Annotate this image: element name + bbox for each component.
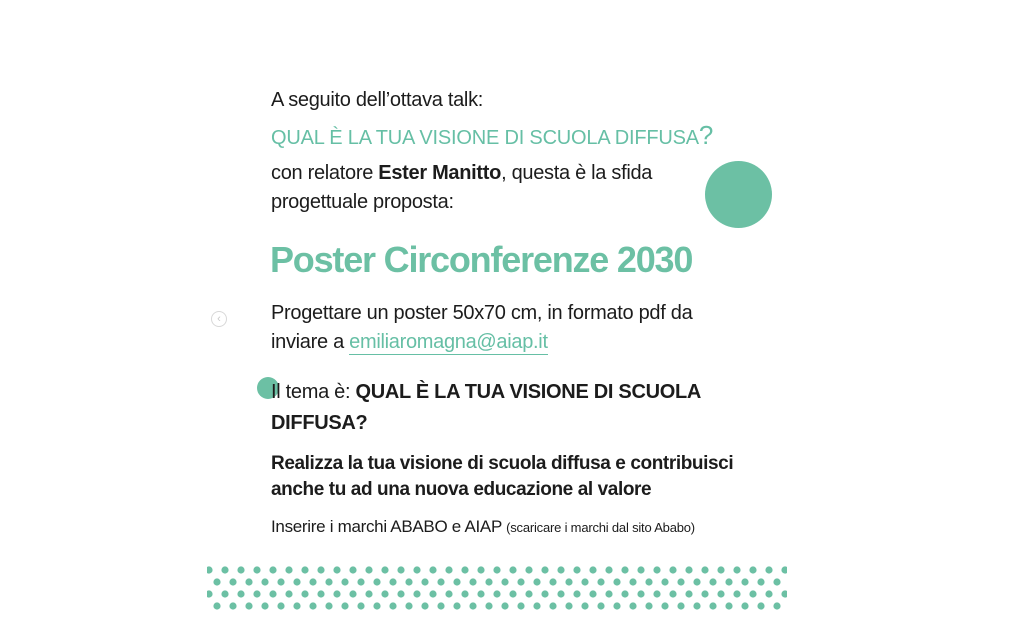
pattern-dot <box>613 602 620 609</box>
pattern-dot <box>717 566 724 573</box>
pattern-dot <box>277 578 284 585</box>
pattern-dot <box>509 590 516 597</box>
pattern-dot <box>765 566 772 573</box>
intro-text: A seguito dell’ottava talk: <box>271 89 484 111</box>
pattern-dot <box>653 590 660 597</box>
pattern-dot <box>653 566 660 573</box>
pattern-dot <box>701 566 708 573</box>
pattern-dot <box>645 602 652 609</box>
pattern-dot <box>589 590 596 597</box>
pattern-dot <box>373 602 380 609</box>
call-to-action: Realizza la tua visione di scuola diffusa e contribuisci anche tu ad una nuova educazione al valore <box>271 453 734 500</box>
question-text: QUAL È LA TUA VISIONE DI SCUOLA DIFFUSA <box>271 127 699 149</box>
pattern-dot <box>285 590 292 597</box>
pattern-dot <box>317 590 324 597</box>
pattern-dot <box>693 578 700 585</box>
pattern-dot <box>461 590 468 597</box>
pattern-dot <box>621 566 628 573</box>
pattern-dot <box>461 566 468 573</box>
pattern-dot <box>589 566 596 573</box>
pattern-dot <box>765 590 772 597</box>
pattern-dot <box>309 578 316 585</box>
pattern-dot <box>741 578 748 585</box>
pattern-dot <box>773 578 780 585</box>
pattern-dot <box>269 590 276 597</box>
pattern-dot <box>237 590 244 597</box>
pattern-dot <box>341 578 348 585</box>
pattern-dot <box>207 590 213 597</box>
pattern-dot <box>757 578 764 585</box>
pattern-dot <box>661 578 668 585</box>
task-text: Progettare un poster 50x70 cm, in formato pdf da inviare a <box>271 302 693 353</box>
pattern-dot <box>781 566 787 573</box>
pattern-dot <box>517 578 524 585</box>
pattern-dot <box>373 578 380 585</box>
pattern-dot <box>229 602 236 609</box>
pattern-dot <box>325 578 332 585</box>
pattern-dot <box>301 566 308 573</box>
pattern-dot <box>437 602 444 609</box>
pattern-dot <box>685 590 692 597</box>
pattern-dot <box>781 590 787 597</box>
pattern-dot <box>413 590 420 597</box>
poster-title: Poster Circonferenze 2030 <box>270 239 693 280</box>
chevron-left-icon[interactable]: ‹ <box>211 311 227 327</box>
pattern-dot <box>213 602 220 609</box>
pattern-dot <box>277 602 284 609</box>
question-mark: ? <box>698 120 714 150</box>
pattern-dot <box>485 602 492 609</box>
pattern-dot <box>669 566 676 573</box>
pattern-dot <box>557 590 564 597</box>
pattern-dot <box>685 566 692 573</box>
pattern-dot <box>429 566 436 573</box>
dot-pattern <box>207 566 787 610</box>
pattern-dot <box>605 566 612 573</box>
pattern-dot <box>557 566 564 573</box>
pattern-dot <box>349 590 356 597</box>
pattern-dot <box>381 590 388 597</box>
pattern-dot <box>309 602 316 609</box>
pattern-dot <box>453 602 460 609</box>
pattern-dot <box>733 590 740 597</box>
pattern-dot <box>709 578 716 585</box>
pattern-dot <box>645 578 652 585</box>
task-description <box>271 299 711 357</box>
marks-text: Inserire i marchi ABABO e AIAP <box>271 517 507 536</box>
pattern-dot <box>445 566 452 573</box>
pattern-dot <box>221 590 228 597</box>
pattern-dot <box>725 578 732 585</box>
pattern-dot <box>581 578 588 585</box>
pattern-dot <box>349 566 356 573</box>
pattern-dot <box>525 566 532 573</box>
pattern-dot <box>637 566 644 573</box>
pattern-dot <box>293 602 300 609</box>
pattern-dot <box>637 590 644 597</box>
pattern-dot <box>389 602 396 609</box>
pattern-dot <box>245 578 252 585</box>
pattern-dot <box>701 590 708 597</box>
pattern-dot <box>525 590 532 597</box>
pattern-dot <box>405 578 412 585</box>
pattern-dot <box>253 566 260 573</box>
pattern-dot <box>549 602 556 609</box>
pattern-dot <box>207 566 213 573</box>
pattern-dot <box>533 578 540 585</box>
pattern-dot <box>573 590 580 597</box>
pattern-dot <box>541 590 548 597</box>
pattern-dot <box>469 578 476 585</box>
pattern-dot <box>549 578 556 585</box>
theme-text <box>271 377 721 439</box>
pattern-dot <box>501 578 508 585</box>
pattern-dot <box>517 602 524 609</box>
pattern-dot <box>629 602 636 609</box>
pattern-dot <box>661 602 668 609</box>
question-heading <box>271 120 713 153</box>
marks-note: (scaricare i marchi dal sito Ababo) <box>506 520 695 535</box>
pattern-dot <box>757 602 764 609</box>
pattern-dot <box>301 590 308 597</box>
theme-value: QUAL È LA TUA VISIONE DI SCUOLA DIFFUSA? <box>271 381 701 434</box>
pattern-dot <box>413 566 420 573</box>
pattern-dot <box>573 566 580 573</box>
speaker-name: Ester Manitto <box>378 162 502 184</box>
pattern-dot <box>453 578 460 585</box>
marks-instruction <box>271 515 695 540</box>
pattern-dot <box>245 602 252 609</box>
pattern-dot <box>221 566 228 573</box>
pattern-dot <box>541 566 548 573</box>
pattern-dot <box>597 602 604 609</box>
theme-label: Il tema è: <box>271 381 356 403</box>
pattern-dot <box>749 566 756 573</box>
email-link[interactable]: emiliaromagna@aiap.it <box>349 331 548 353</box>
pattern-dot <box>717 590 724 597</box>
pattern-dot <box>565 602 572 609</box>
pattern-dot <box>725 602 732 609</box>
pattern-dot <box>501 602 508 609</box>
pattern-dot <box>469 602 476 609</box>
speaker-suffix: , questa è la sfida progettuale proposta: <box>271 162 653 213</box>
pattern-dot <box>493 566 500 573</box>
pattern-dot <box>421 578 428 585</box>
pattern-dot <box>493 590 500 597</box>
pattern-dot <box>357 578 364 585</box>
pattern-dot <box>285 566 292 573</box>
pattern-dot <box>253 590 260 597</box>
pattern-dot <box>669 590 676 597</box>
pattern-dot <box>677 602 684 609</box>
pattern-dot <box>357 602 364 609</box>
pattern-dot <box>365 566 372 573</box>
pattern-dot <box>213 578 220 585</box>
pattern-dot <box>397 590 404 597</box>
pattern-dot <box>365 590 372 597</box>
pattern-dot <box>333 566 340 573</box>
pattern-dot <box>429 590 436 597</box>
pattern-dot <box>333 590 340 597</box>
pattern-dot <box>477 590 484 597</box>
pattern-dot <box>269 566 276 573</box>
pattern-dot <box>741 602 748 609</box>
pattern-dot <box>477 566 484 573</box>
pattern-dot <box>293 578 300 585</box>
pattern-dot <box>749 590 756 597</box>
pattern-dot <box>597 578 604 585</box>
pattern-dot <box>261 578 268 585</box>
pattern-dot <box>421 602 428 609</box>
pattern-dot <box>405 602 412 609</box>
speaker-text <box>271 159 701 217</box>
pattern-dot <box>381 566 388 573</box>
pattern-dot <box>229 578 236 585</box>
pattern-dot <box>317 566 324 573</box>
pattern-dot <box>693 602 700 609</box>
pattern-dot <box>325 602 332 609</box>
pattern-dot <box>621 590 628 597</box>
pattern-dot <box>485 578 492 585</box>
pattern-dot <box>773 602 780 609</box>
pattern-dot <box>445 590 452 597</box>
pattern-dot <box>629 578 636 585</box>
decorative-circle-large <box>705 161 772 228</box>
pattern-dot <box>437 578 444 585</box>
pattern-dot <box>237 566 244 573</box>
speaker-prefix: con relatore <box>271 162 379 184</box>
pattern-dot <box>341 602 348 609</box>
pattern-dot <box>605 590 612 597</box>
pattern-dot <box>397 566 404 573</box>
pattern-dot <box>733 566 740 573</box>
pattern-dot <box>677 578 684 585</box>
pattern-dot <box>533 602 540 609</box>
pattern-dot <box>261 602 268 609</box>
pattern-dot <box>509 566 516 573</box>
pattern-dot <box>613 578 620 585</box>
pattern-dot <box>709 602 716 609</box>
pattern-dot <box>581 602 588 609</box>
pattern-dot <box>389 578 396 585</box>
pattern-dot <box>565 578 572 585</box>
